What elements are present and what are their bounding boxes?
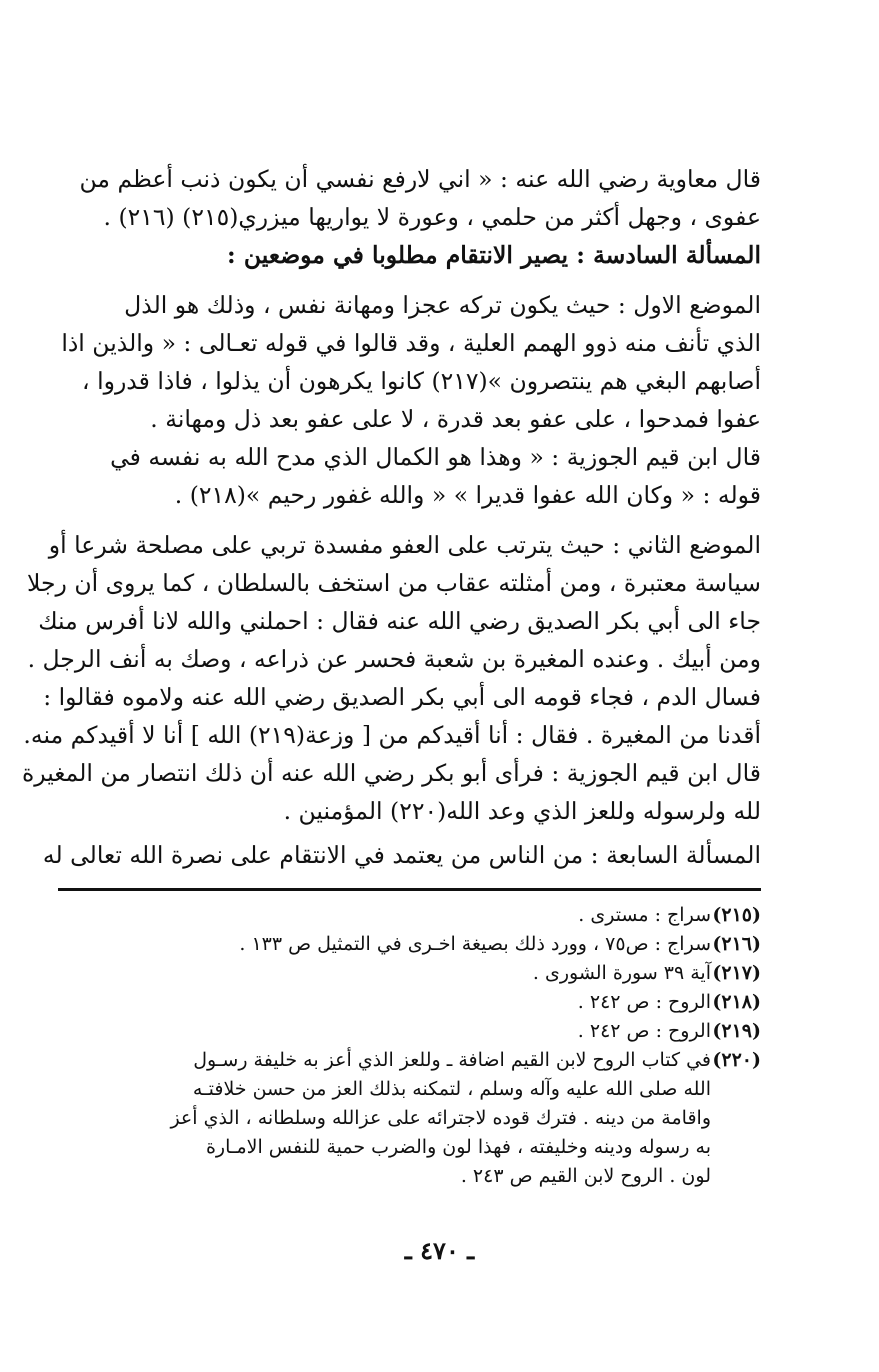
text-line: لله ولرسوله وللعز الذي وعد الله(٢٢٠) المؤمنين . <box>283 797 761 825</box>
footnote-item <box>58 930 761 959</box>
text-line: جاء الى أبي بكر الصديق رضي الله عنه فقال : احملني والله لانا أفرس منك <box>38 607 761 635</box>
footnote-item <box>58 901 761 930</box>
paragraph-muawiya <box>58 160 761 236</box>
text-line: عفوا فمدحوا ، على عفو بعد قدرة ، لا على عفو بعد ذل ومهانة . <box>150 405 761 433</box>
section-heading-seventh <box>42 836 761 874</box>
footnote-number: (٢١٩) <box>712 1020 761 1042</box>
footnotes <box>58 901 761 1191</box>
footnote-item <box>58 1017 761 1046</box>
text-line: قال ابن قيم الجوزية : فرأى أبو بكر رضي الله عنه أن ذلك انتصار من المغيرة <box>21 759 761 787</box>
section-heading-sixth <box>58 236 761 274</box>
text-line: أقدنا من المغيرة . فقال : أنا أقيدكم من [ وزعة(٢١٩) الله ] أنا لا أقيدكم منه. <box>23 721 761 749</box>
footnote-item <box>58 988 761 1017</box>
spacer <box>58 274 761 286</box>
footnote-text: الروح : ص ٢٤٢ . <box>577 1020 711 1042</box>
heading-text: المسألة السابعة : من الناس من يعتمد في الانتقام على نصرة الله تعالى له <box>42 841 761 869</box>
footnote-separator <box>58 888 761 891</box>
footnote-number: (٢١٦) <box>712 933 761 955</box>
text-line: قوله : « وكان الله عفوا قديرا » « والله غفور رحيم »(٢١٨) . <box>174 481 761 509</box>
text-line: عفوى ، وجهل أكثر من حلمي ، وعورة لا يواريها ميزري(٢١٥) (٢١٦) . <box>103 203 761 231</box>
text-line: ومن أبيك . وعنده المغيرة بن شعبة فحسر عن ذراعه ، وصك به أنف الرجل . <box>27 645 761 673</box>
text-line: قال ابن قيم الجوزية : « وهذا هو الكمال الذي مدح الله به نفسه في <box>110 443 761 471</box>
footnote-text: به رسوله ودينه وخليفته ، فهذا لون والضرب حمية للنفس الامـارة <box>205 1136 711 1158</box>
heading-text: المسألة السادسة : يصير الانتقام مطلوبا في موضعين : <box>227 241 761 269</box>
page-number: ـ ٤٧٠ ـ <box>404 1236 475 1265</box>
footnote-text: سراج : ص٧٥ ، وورد ذلك بصيغة اخـرى في التمثيل ص ١٣٣ . <box>239 933 711 955</box>
footnote-number: (٢٢٠) <box>712 1049 761 1071</box>
footnote-item <box>58 1046 761 1191</box>
text-line: الذي تأنف منه ذوو الهمم العلية ، وقد قالوا في قوله تعـالى : « والذين اذا <box>61 329 761 357</box>
footnote-text: الله صلى الله عليه وآله وسلم ، لتمكنه بذلك العز من حسن خلافتـه <box>192 1078 711 1100</box>
footnote-text: لون . الروح لابن القيم ص ٢٤٣ . <box>460 1165 711 1187</box>
text-line: الموضع الاول : حيث يكون تركه عجزا ومهانة نفس ، وذلك هو الذل <box>124 291 761 319</box>
text-line: الموضع الثاني : حيث يترتب على العفو مفسدة تربي على مصلحة شرعا أو <box>48 531 761 559</box>
footnote-item <box>58 959 761 988</box>
text-line: أصابهم البغي هم ينتصرون »(٢١٧) كانوا يكرهون أن يذلوا ، فاذا قدروا ، <box>82 367 761 395</box>
footnote-text: آية ٣٩ سورة الشورى . <box>532 962 711 984</box>
paragraph-ibn-qayyim-1 <box>58 438 761 514</box>
text-line: قال معاوية رضي الله عنه : « اني لارفع نفسي أن يكون ذنب أعظم من <box>79 165 761 193</box>
footnote-text: سراج : مسترى . <box>578 904 711 926</box>
paragraph-second-case <box>21 526 761 830</box>
text-line: فسال الدم ، فجاء قومه الى أبي بكر الصديق رضي الله عنه ولاموه فقالوا : <box>43 683 761 711</box>
footnote-number: (٢١٧) <box>712 962 761 984</box>
spacer <box>58 514 761 526</box>
footnote-number: (٢١٨) <box>712 991 761 1013</box>
footnote-text: في كتاب الروح لابن القيم اضافة ـ وللعز الذي أعز به خليفة رسـول <box>193 1049 711 1071</box>
footnote-number: (٢١٥) <box>712 904 761 926</box>
footnote-text: واقامة من دينه . فترك قوده لاجترائه على عزالله وسلطانه ، الذي أعز <box>170 1107 711 1129</box>
text-line: سياسة معتبرة ، ومن أمثلته عقاب من استخف بالسلطان ، كما يروى أن رجلا <box>26 569 761 597</box>
paragraph-first-case <box>58 286 761 438</box>
footnote-text: الروح : ص ٢٤٢ . <box>577 991 711 1013</box>
